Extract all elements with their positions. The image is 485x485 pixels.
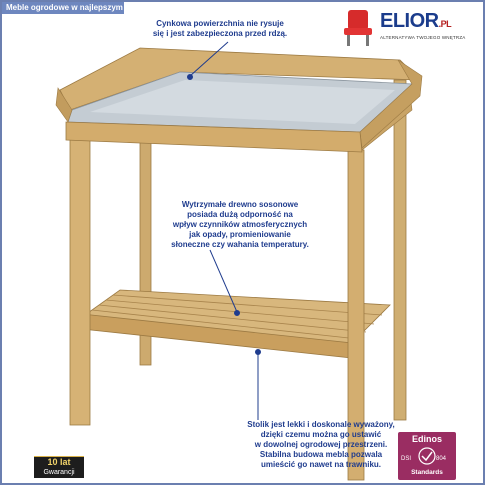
note-line: umieścić go nawet na trawniku. bbox=[260, 460, 382, 469]
brand-tagline: ALTERNATYWA TWOJEGO WNĘTRZA bbox=[380, 35, 466, 40]
note-line: Stolik jest lekki i doskonale wyważony, bbox=[247, 420, 395, 429]
note-stability bbox=[226, 420, 416, 470]
brand-name: ELIOR.PL bbox=[380, 10, 452, 32]
warranty-years: 10 lat bbox=[47, 457, 71, 467]
certificate-standards: Standards bbox=[411, 469, 443, 476]
certificate-badge bbox=[398, 432, 456, 480]
note-line: wpływ czynników atmosferycznych bbox=[172, 220, 308, 229]
note-line: w dowolnej ogrodowej przestrzeni. bbox=[254, 440, 388, 449]
note-line: się i jest zabezpieczona przed rdzą. bbox=[152, 29, 288, 38]
certificate-number: 804 bbox=[436, 456, 447, 462]
note-line: Cynkowa powierzchnia nie rysuje bbox=[156, 19, 284, 28]
note-line: dzięki czemu można go ustawić bbox=[260, 430, 382, 439]
note-line: Stabilna budowa mebla pozwala bbox=[259, 450, 383, 459]
back-leg-right bbox=[394, 80, 406, 420]
note-zinc-surface bbox=[130, 19, 310, 39]
note-pine-wood bbox=[145, 200, 335, 250]
certificate-dsi: DSI bbox=[401, 456, 412, 462]
certificate-seal-icon bbox=[416, 447, 438, 465]
brand-logo[interactable] bbox=[338, 6, 466, 50]
note-line: słoneczne czy wahania temperatury. bbox=[171, 240, 309, 249]
front-leg-left bbox=[70, 140, 90, 425]
note-line: Wytrzymałe drewno sosonowe bbox=[181, 200, 299, 209]
chair-icon bbox=[340, 8, 376, 48]
warranty-label: Gwarancji bbox=[43, 469, 75, 476]
note-line: posiada dużą odporność na bbox=[187, 210, 293, 219]
slogan-banner: Meble ogrodowe w najlepszym stylu. bbox=[2, 2, 124, 14]
brand-tld: .PL bbox=[438, 19, 452, 29]
certificate-name: Edinos bbox=[411, 434, 442, 444]
warranty-badge bbox=[34, 456, 84, 478]
note-line: jak opady, promieniowanie bbox=[189, 230, 291, 239]
